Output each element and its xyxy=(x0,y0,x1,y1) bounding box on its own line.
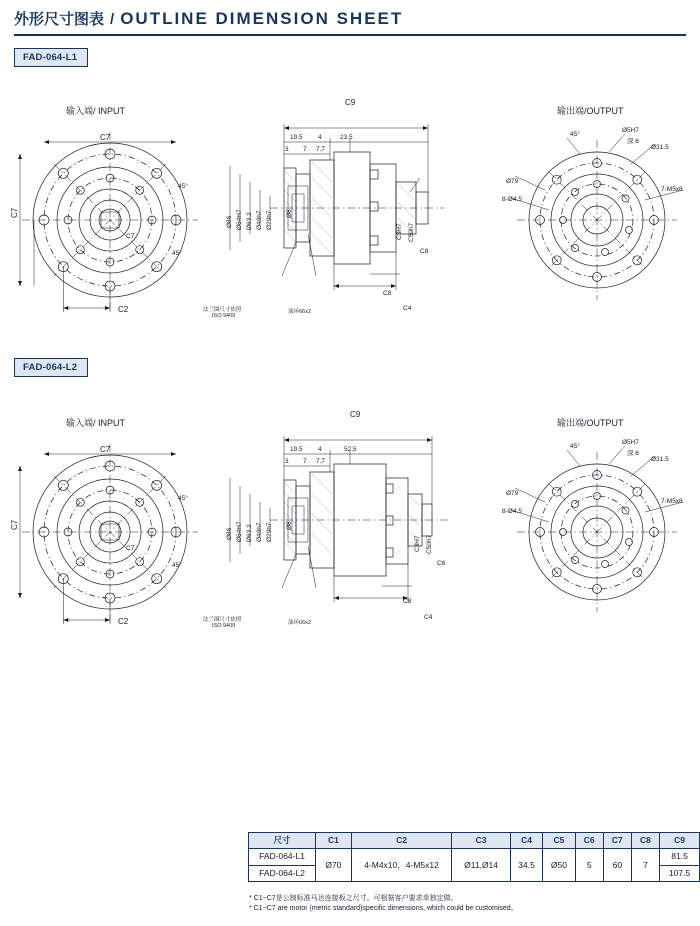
dim-c7-top-l2: C7 xyxy=(100,445,111,454)
dim-c8-low-l1: C8 xyxy=(383,290,392,297)
holes-7-l1: 7-M5x8 xyxy=(661,186,683,193)
note-en: * C1~C7 are motor (metric standard)specific dimensions, which could be customised。 xyxy=(249,905,518,913)
dim-c6-right-l2: C6 xyxy=(437,560,446,567)
dim-c9-l1: C9 xyxy=(345,98,356,107)
dim-c7-left-l1: C7 xyxy=(10,207,19,218)
holes-8-l1: 8-Ø4.5 xyxy=(502,196,522,203)
title-separator: / xyxy=(110,11,115,28)
dim-3-l1: 3 xyxy=(285,146,289,153)
output-end-view-l2 xyxy=(505,436,695,626)
dimension-table xyxy=(248,832,700,882)
angle-45-out-l1: 45° xyxy=(570,131,580,138)
th-c3: C3 xyxy=(452,833,510,849)
angle-c7-l2: C7 xyxy=(126,545,135,552)
dim-c2-l1: C2 xyxy=(118,305,129,314)
dim-c50h7-l1: C50h7 xyxy=(408,222,415,242)
th-c1: C1 xyxy=(316,833,352,849)
dim-c9-l2: C9 xyxy=(350,410,361,419)
th-size: 尺寸 xyxy=(249,833,316,849)
dim-phi31-5-l2: Ø31.5 xyxy=(651,456,669,463)
th-c7: C7 xyxy=(603,833,631,849)
note-oil-ring-l1: 油环66x2 xyxy=(288,309,311,315)
dim-3-l2: 3 xyxy=(285,458,289,465)
dim-phi63-2-l1: Ø63.2 xyxy=(246,212,253,230)
dim-phi5h7-l1: Ø5H7 xyxy=(622,127,639,134)
th-c5: C5 xyxy=(543,833,575,849)
dim-4-l1: 4 xyxy=(318,134,322,141)
th-c4: C4 xyxy=(510,833,542,849)
table-notes xyxy=(249,894,518,914)
dim-phi40h7-l2: Ø40h7 xyxy=(256,522,263,542)
header-rule xyxy=(14,34,686,36)
holes-7-l2: 7-M5x8 xyxy=(661,498,683,505)
dim-c8-low-l2: C8 xyxy=(403,598,412,605)
dim-c4-l1: C4 xyxy=(403,305,412,312)
note-flange-iso-l2: ISO 9409 xyxy=(212,623,236,629)
dim-phi40h7-l1: Ø40h7 xyxy=(256,210,263,230)
holes-8-l2: 8-Ø4.5 xyxy=(502,508,522,515)
cell-c9-l2: 107.5 xyxy=(660,865,700,881)
input-end-view-l1 xyxy=(14,120,219,320)
note-oil-ring-l2: 油环66x2 xyxy=(288,620,311,626)
cell-model-l2: FAD-064-L2 xyxy=(249,865,316,881)
cell-c8: 7 xyxy=(631,849,659,882)
output-end-view-l1 xyxy=(505,124,695,314)
cell-c3: Ø11,Ø14 xyxy=(452,849,510,882)
dim-7-7-l1: 7.7 xyxy=(316,146,326,153)
table-header-row xyxy=(249,833,700,849)
model-tag-l1: FAD-064-L1 xyxy=(14,48,88,67)
angle-c7-l1: C7 xyxy=(126,233,135,240)
dim-c2-l2: C2 xyxy=(118,617,129,626)
page-title-en: OUTLINE DIMENSION SHEET xyxy=(120,9,404,28)
note-flange-cn-l1: 法兰圈尺寸依照 xyxy=(203,307,242,313)
dim-phi79-l1: Ø79 xyxy=(506,178,519,185)
cell-c9-l1: 81.5 xyxy=(660,849,700,865)
dim-phi5h7-l2: Ø5H7 xyxy=(622,439,639,446)
dim-c4-l2: C4 xyxy=(424,614,433,621)
angle-45-out-l2: 45° xyxy=(570,443,580,450)
angle-45-b-l2: 45° xyxy=(172,562,182,569)
output-label-l1: 输出端/OUTPUT xyxy=(557,106,624,116)
cell-model-l1: FAD-064-L1 xyxy=(249,849,316,865)
dim-phi86-l1: Ø86 xyxy=(226,215,233,228)
input-label-l1: 输入端/ INPUT xyxy=(66,106,126,116)
dim-7-7-l2: 7.7 xyxy=(316,458,326,465)
dim-52-5-l2: 52.5 xyxy=(344,446,357,453)
dim-4-l2: 4 xyxy=(318,446,322,453)
note-cn: * C1~C7是公制标准马达连接板之尺寸。可根据客户要求单独定做。 xyxy=(249,895,458,902)
model-tag-l2: FAD-064-L2 xyxy=(14,358,88,377)
th-c8: C8 xyxy=(631,833,659,849)
page-title-cn: 外形尺寸图表 xyxy=(14,11,105,28)
dim-c3h7-l1: C3H7 xyxy=(396,223,403,240)
cell-c2: 4-M4x10，4-M5x12 xyxy=(351,849,452,882)
output-label-l2: 输出端/OUTPUT xyxy=(557,418,624,428)
table-row xyxy=(249,849,700,865)
dim-phi64h7-l2: Ø64H7 xyxy=(236,521,243,542)
dim-depth6-l2: 深 6 xyxy=(627,450,639,457)
cell-c5: Ø50 xyxy=(543,849,575,882)
th-c9: C9 xyxy=(660,833,700,849)
dim-phi63-2-l2: Ø63.2 xyxy=(246,524,253,542)
dim-phi31-5-l1: Ø31.5 xyxy=(651,144,669,151)
dim-phi79-l2: Ø79 xyxy=(506,490,519,497)
dim-phi20h7-l2: Ø20h7 xyxy=(266,522,273,542)
dim-19-5-l1: 19.5 xyxy=(290,134,303,141)
dim-depth6-l1: 深 6 xyxy=(627,138,639,145)
dim-7-l1: 7 xyxy=(303,146,307,153)
angle-45-b-l1: 45° xyxy=(172,250,182,257)
dim-phi86-l2: Ø86 xyxy=(226,527,233,540)
dim-phi20h7-l1: Ø20h7 xyxy=(266,210,273,230)
cell-c1: Ø70 xyxy=(316,849,352,882)
dim-c7-top-l1: C7 xyxy=(100,133,111,142)
note-flange-iso-l1: ISO 9409 xyxy=(212,313,236,319)
th-c2: C2 xyxy=(351,833,452,849)
cell-c4: 34.5 xyxy=(510,849,542,882)
dim-23-5-l1: 23.5 xyxy=(340,134,353,141)
input-label-l2: 输入端/ INPUT xyxy=(66,418,126,428)
dim-19-5-l2: 19.5 xyxy=(290,446,303,453)
angle-45-a-l1: 45° xyxy=(178,183,188,190)
dim-c3h7-l2: C3H7 xyxy=(414,535,421,552)
th-c6: C6 xyxy=(575,833,603,849)
dim-c7-left-l2: C7 xyxy=(10,519,19,530)
note-flange-cn-l2: 法兰圈尺寸依照 xyxy=(203,617,242,623)
page-title xyxy=(14,8,403,29)
angle-45-a-l2: 45° xyxy=(178,495,188,502)
dim-c50h7-l2: C50h7 xyxy=(426,534,433,554)
input-end-view-l2 xyxy=(14,432,219,632)
cell-c6: 5 xyxy=(575,849,603,882)
dim-phi8-l2: Ø8 xyxy=(286,521,293,530)
dim-c8-right-l1: C8 xyxy=(420,248,429,255)
cell-c7: 60 xyxy=(603,849,631,882)
dim-phi64h7-l1: Ø64H7 xyxy=(236,209,243,230)
dim-7-l2: 7 xyxy=(303,458,307,465)
dim-phi8-l1: Ø8 xyxy=(286,209,293,218)
